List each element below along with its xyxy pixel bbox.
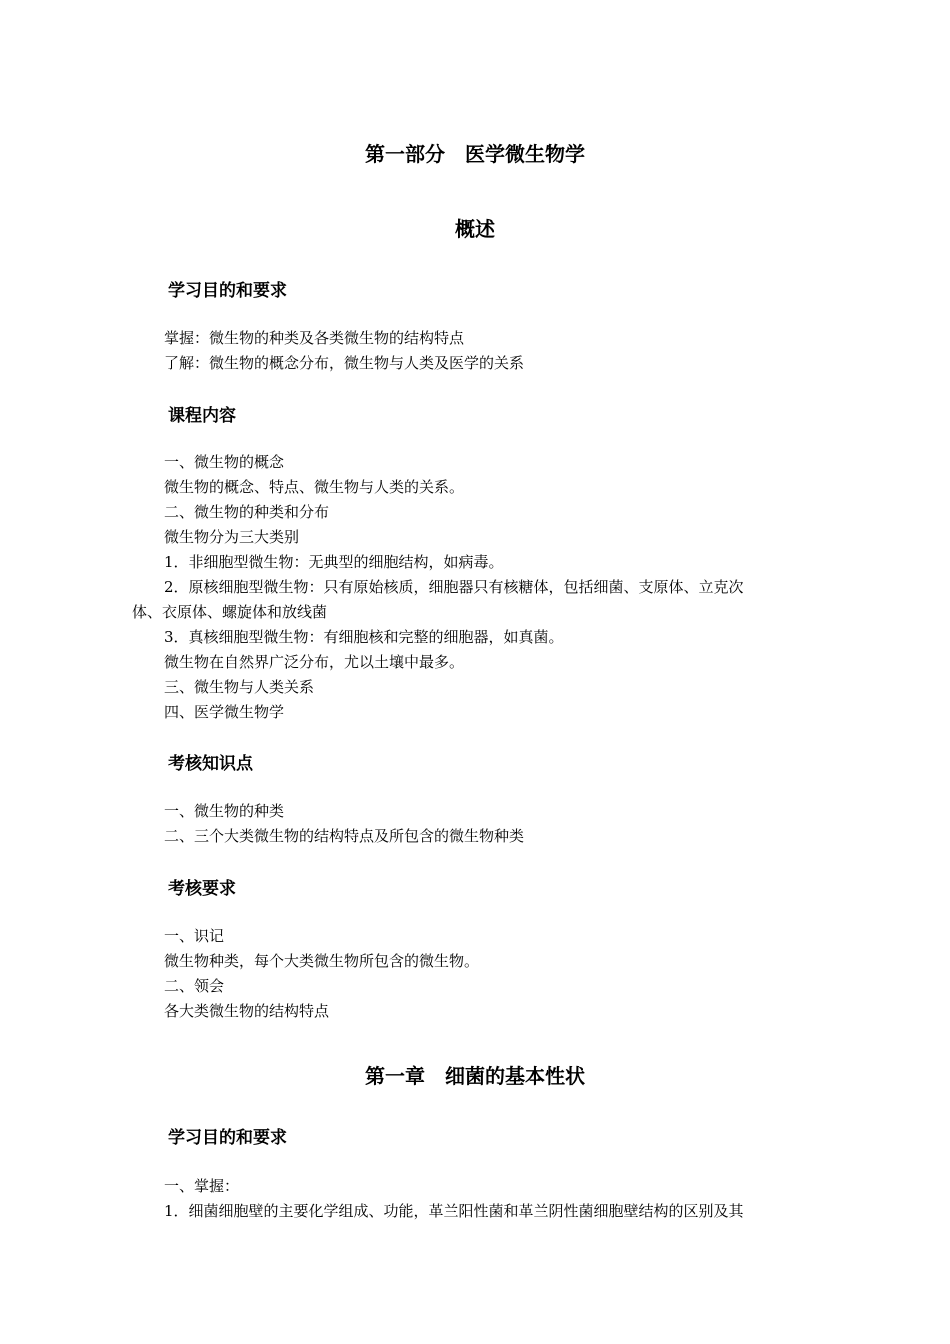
content-line: 2．原核细胞型微生物：只有原始核质，细胞器只有核糖体，包括细菌、支原体、立克次 [164, 578, 744, 596]
objectives-heading: 学习目的和要求 [168, 281, 287, 301]
chapter-objectives-heading: 学习目的和要求 [168, 1128, 287, 1148]
content-line: 微生物分为三大类别 [164, 528, 300, 546]
requirement-line: 微生物种类，每个大类微生物所包含的微生物。 [164, 952, 480, 970]
requirement-line: 各大类微生物的结构特点 [164, 1002, 330, 1020]
content-line: 1．非细胞型微生物：无典型的细胞结构，如病毒。 [164, 553, 504, 571]
content-line: 二、微生物的种类和分布 [164, 503, 330, 521]
requirements-heading: 考核要求 [168, 879, 236, 899]
content-line: 微生物的概念、特点、微生物与人类的关系。 [164, 478, 465, 496]
objective-line: 了解：微生物的概念分布，微生物与人类及医学的关系 [164, 354, 525, 372]
knowledge-line: 一、微生物的种类 [164, 802, 285, 820]
content-line: 一、微生物的概念 [164, 453, 285, 471]
content-heading: 课程内容 [168, 406, 236, 426]
requirement-line: 一、识记 [164, 927, 225, 945]
chapter-line: 一、掌握： [164, 1177, 240, 1195]
content-line: 四、医学微生物学 [164, 703, 285, 721]
content-line: 微生物在自然界广泛分布，尤以土壤中最多。 [164, 653, 465, 671]
knowledge-heading: 考核知识点 [168, 754, 253, 774]
overview-title: 概述 [455, 217, 495, 241]
chapter-title: 第一章 细菌的基本性状 [365, 1064, 585, 1088]
knowledge-line: 二、三个大类微生物的结构特点及所包含的微生物种类 [164, 827, 525, 845]
content-line: 三、微生物与人类关系 [164, 678, 315, 696]
requirement-line: 二、领会 [164, 977, 225, 995]
content-line: 3．真核细胞型微生物：有细胞核和完整的细胞器，如真菌。 [164, 628, 564, 646]
content-line: 体、衣原体、螺旋体和放线菌 [132, 603, 328, 621]
objective-line: 掌握：微生物的种类及各类微生物的结构特点 [164, 329, 465, 347]
part-title: 第一部分 医学微生物学 [365, 142, 585, 166]
chapter-line: 1．细菌细胞壁的主要化学组成、功能，革兰阳性菌和革兰阴性菌细胞壁结构的区别及其 [164, 1202, 744, 1220]
